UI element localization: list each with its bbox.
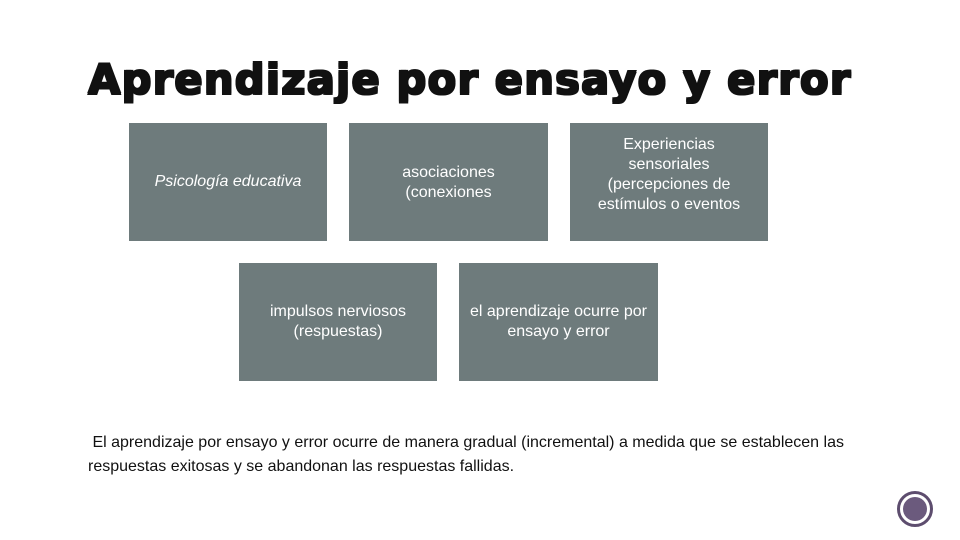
box-label: Psicología educativa [154,173,302,190]
box-experiencias [570,123,768,241]
box-label: Experiencias sensoriales (percepciones de estímulos o eventos [597,136,741,213]
box-label: asociaciones (conexiones [402,164,495,201]
body-text: El aprendizaje por ensayo y error ocurre de manera gradual (incremental) a medida que se establecen las respuestas exitosas y se abandonan las respuestas fallidas. [88,434,849,475]
box-psicologia-educativa [129,123,327,241]
circle-icon-inner [903,497,927,521]
box-label: impulsos nerviosos (respuestas) [269,303,407,340]
box-label: el aprendizaje ocurre por ensayo y error [470,303,647,340]
box-aprendizaje-ocurre [459,263,658,381]
box-asociaciones [349,123,548,241]
slide-title: Aprendizaje por ensayo y error [88,55,852,104]
box-impulsos-nerviosos [239,263,437,381]
circle-icon[interactable] [897,491,933,527]
